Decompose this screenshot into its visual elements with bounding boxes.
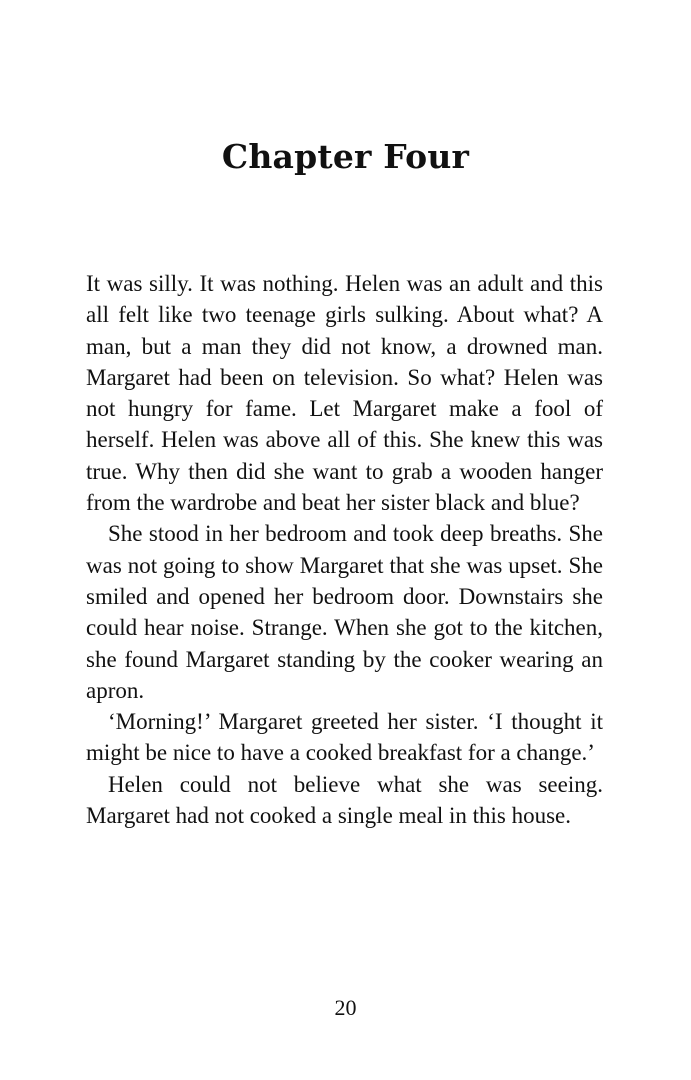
paragraph-1: It was silly. It was nothing. Helen was an adult and this all felt like two teenage girls sulking. About what? A man, but a man they did not know, a drowned man. Margaret had been on television. So what? Helen was not hungry for fame. Let Margaret make a fool of herself. Helen was above all of this. She knew this was true. Why then did she want to grab a wooden hanger from the wardrobe and beat her sister black and blue? (86, 271, 603, 516)
paragraph-4: Helen could not believe what she was seeing. Margaret had not cooked a single meal in this house. (86, 771, 603, 829)
paragraph-2: She stood in her bedroom and took deep breaths. She was not going to show Margaret that she was upset. She smiled and opened her bedroom door. Downstairs she could hear noise. Strange. When she got to the kitchen, she found Margaret standing by the cooker wearing an apron. (86, 521, 603, 703)
page-number: 20 (334, 995, 357, 1020)
chapter-title: Chapter Four (221, 137, 470, 176)
paragraph-3: ‘Morning!’ Margaret greeted her sister. ‘I thought it might be nice to have a cooked breakfast for a change.’ (86, 709, 603, 766)
body-text (86, 268, 603, 831)
